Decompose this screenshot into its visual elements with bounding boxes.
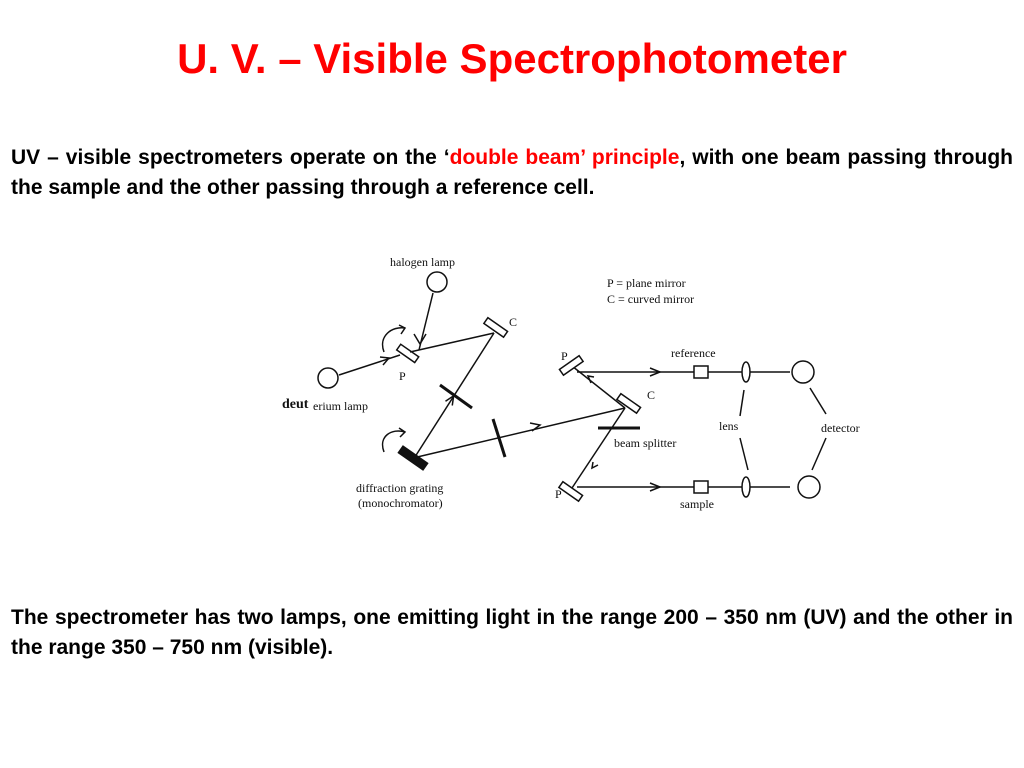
deuterium-lamp-circle (318, 368, 338, 388)
mirror-p-label-lamp: P (399, 369, 406, 383)
mirror-p-label-reference: P (561, 349, 568, 363)
legend-plane-mirror: P = plane mirror (607, 276, 686, 290)
plane-mirror-lamp-select (397, 344, 419, 362)
sample-detector (798, 476, 820, 498)
intro-text-end: , with one beam passing through the sample and the other passing through a reference cell. (11, 146, 1013, 199)
double-beam-highlight: double beam’ principle (449, 146, 680, 169)
reference-detector (792, 361, 814, 383)
reference-lens (742, 362, 750, 382)
sample-label: sample (680, 497, 714, 511)
reference-label: reference (671, 346, 716, 360)
reference-cell (694, 366, 708, 378)
sample-cell (694, 481, 708, 493)
halogen-lamp-circle (427, 272, 447, 292)
intro-text-start: UV – visible spectrometers operate on the ‘ (11, 146, 450, 169)
mirror-c-label-splitter: C (647, 388, 656, 402)
deuterium-lamp-label-b: erium lamp (313, 399, 368, 413)
grating-label-line2: (monochromator) (358, 496, 443, 510)
sample-lens (742, 477, 750, 497)
lens-label: lens (719, 419, 739, 433)
plane-mirror-sample (559, 482, 583, 501)
mirror-p-label-sample: P (555, 487, 562, 501)
slide-title: U. V. – Visible Spectrophotometer (177, 35, 847, 82)
mirror-c-label-top: C (509, 315, 518, 329)
beam-splitter-label: beam splitter (614, 436, 677, 450)
grating-label-line1: diffraction grating (356, 481, 444, 495)
legend-curved-mirror: C = curved mirror (607, 292, 695, 306)
deuterium-lamp-label-a: deut (282, 397, 309, 412)
halogen-lamp-label: halogen lamp (390, 255, 455, 269)
beam-splitter-mirror (617, 394, 641, 413)
detector-label: detector (821, 421, 860, 435)
lamp-range-paragraph: The spectrometer has two lamps, one emitting light in the range 200 – 350 nm (UV) and the other in the range 350 – 750 nm (visible). (11, 606, 1013, 659)
